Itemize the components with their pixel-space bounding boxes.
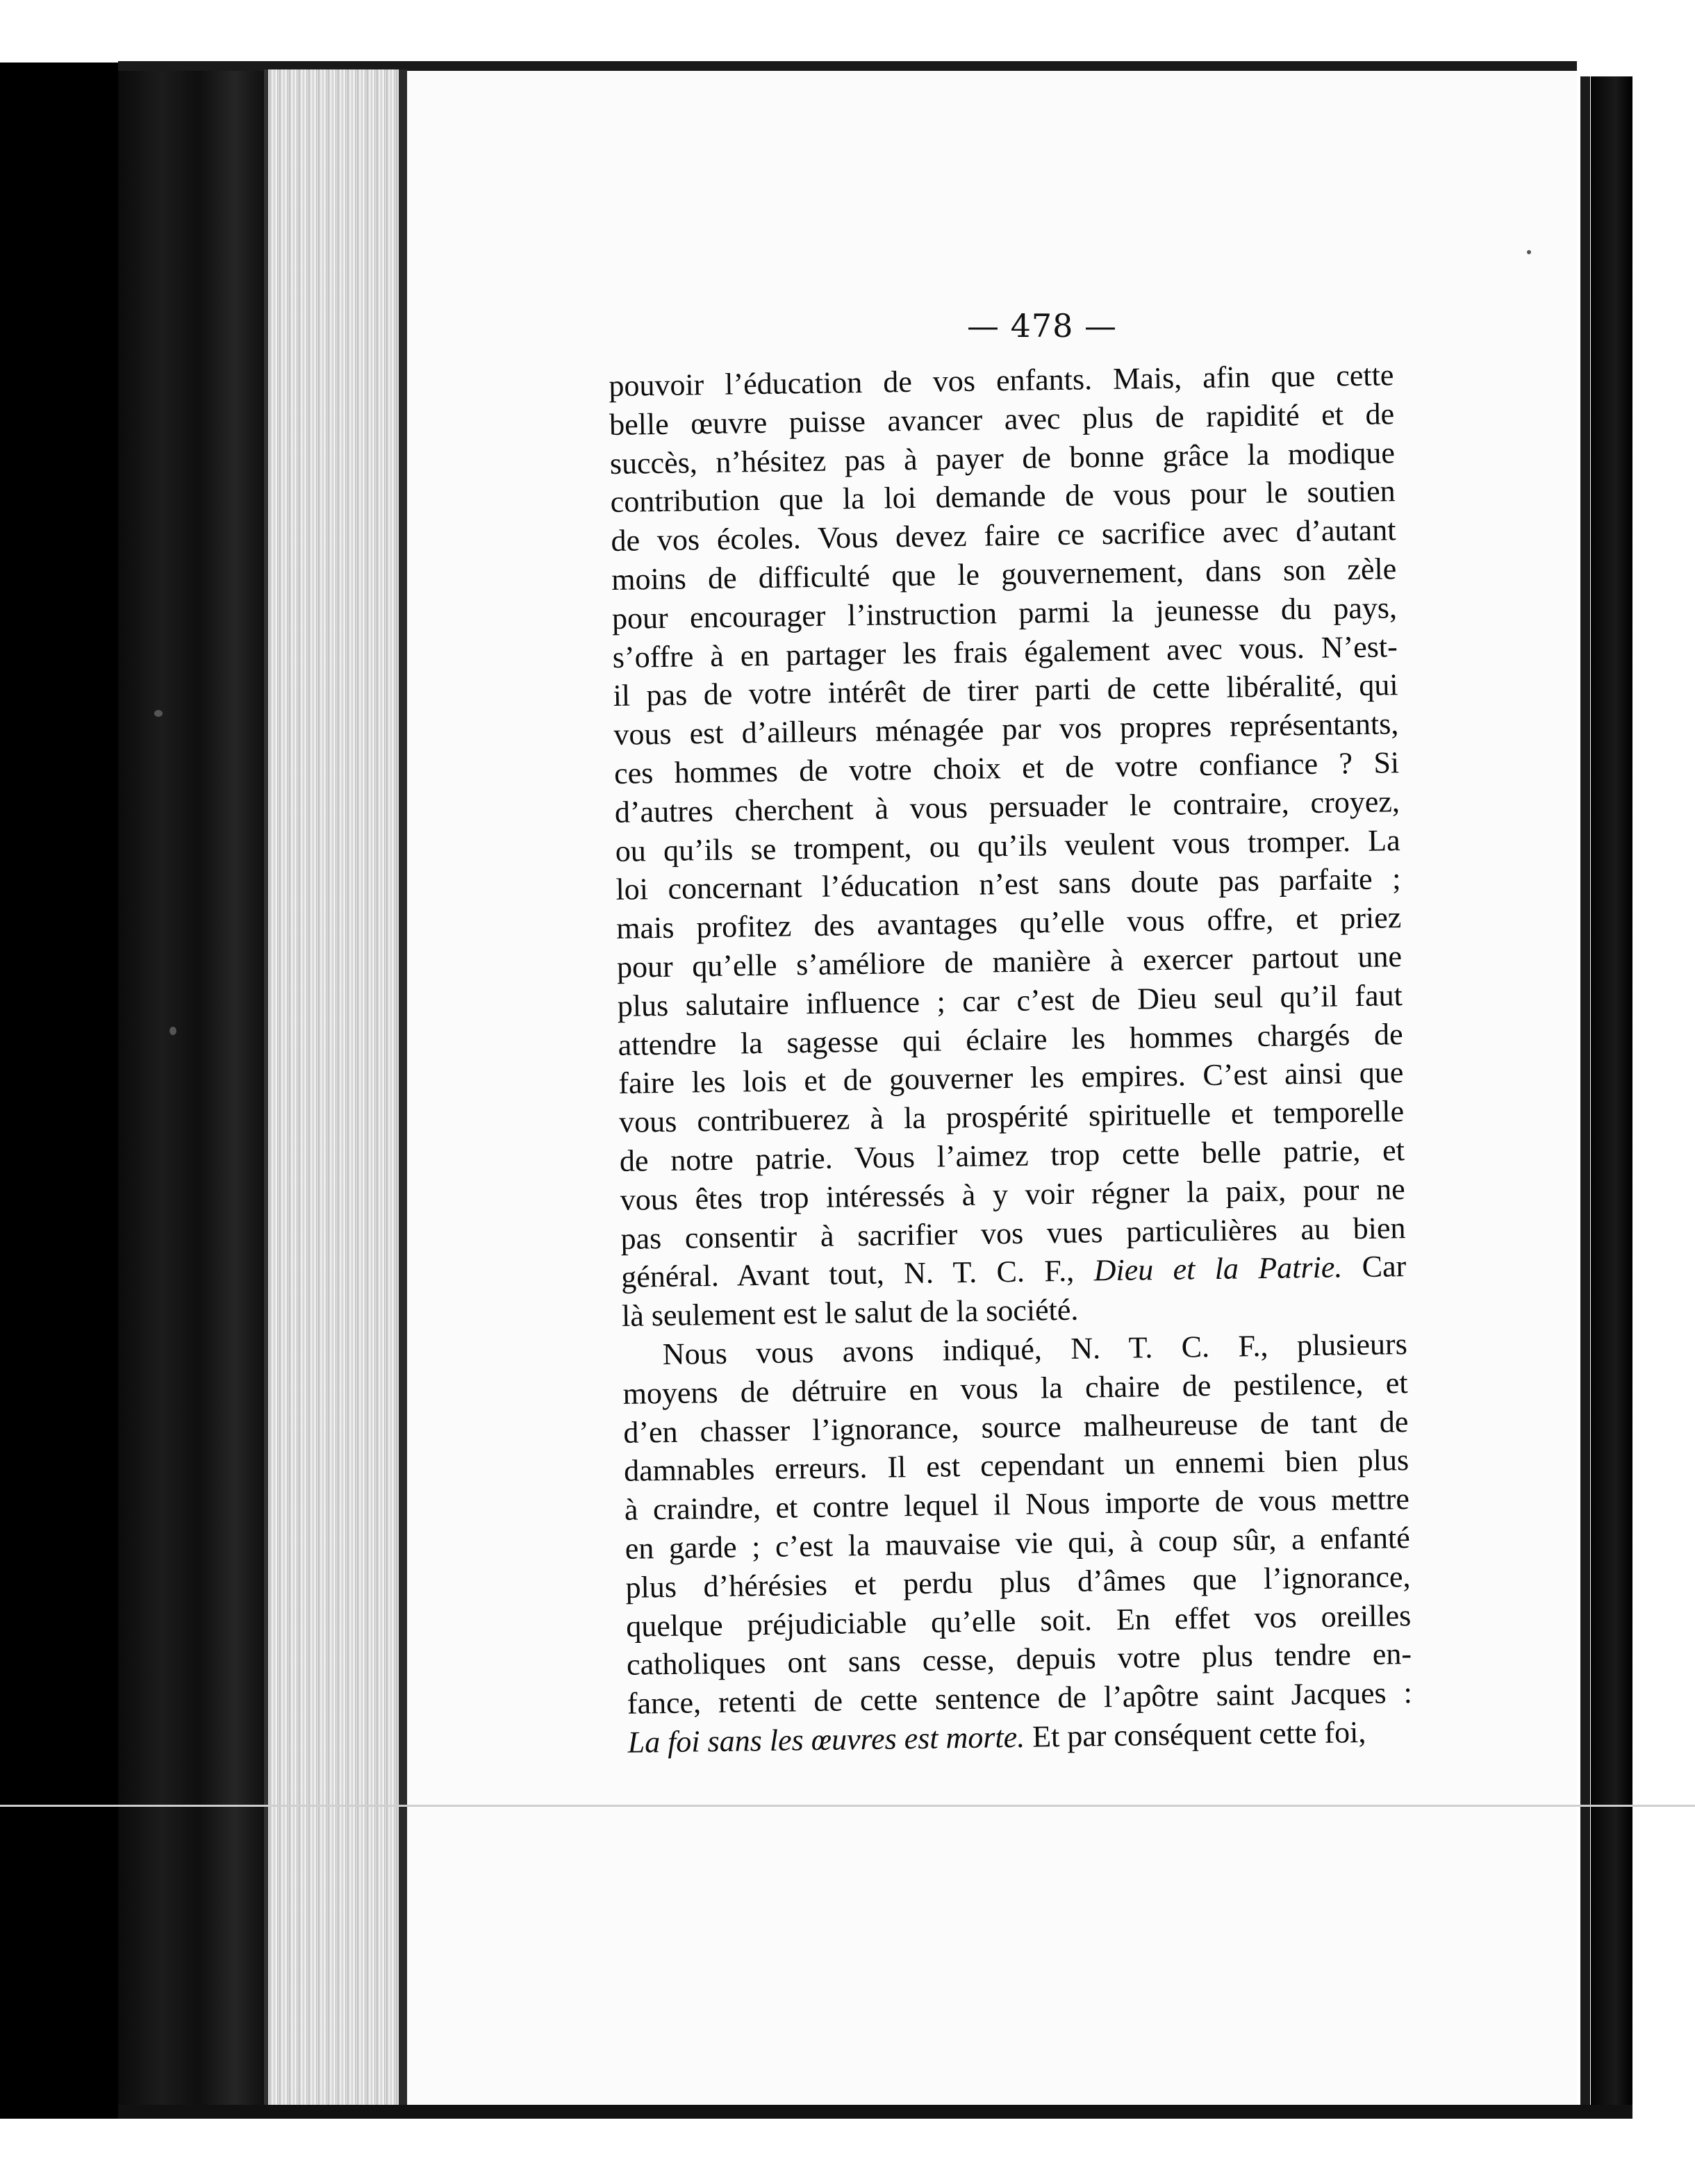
text-segment: de vos écoles. Vous devez faire ce sacrifice avec d’autant	[611, 513, 1396, 559]
text-segment: pour encourager l’instruction parmi la jeunesse du pays,	[611, 590, 1398, 636]
text-segment: ces hommes de votre choix et de votre confiance ? Si	[613, 745, 1400, 791]
text-segment: d’en chasser l’ignorance, source malheureuse de tant de	[623, 1404, 1409, 1450]
text-segment: contribution que la loi demande de vous pour le soutien	[610, 474, 1396, 520]
text-segment: mais profitez des avantages qu’elle vous offre, et priez	[615, 900, 1402, 946]
page-number: — 478 —	[966, 307, 1118, 345]
text-segment: là seulement est le salut de la société.	[621, 1292, 1079, 1333]
text-segment: en garde ; c’est la mauvaise vie qui, à coup sûr, a enfanté	[625, 1520, 1410, 1566]
body-text	[609, 356, 1413, 1762]
text-segment: damnables erreurs. Il est cependant un ennemi bien plus	[623, 1443, 1409, 1489]
text-segment: moyens de détruire en vous la chaire de pestilence, et	[622, 1365, 1408, 1411]
text-segment: de notre patrie. Vous l’aimez trop cette belle patrie, et	[619, 1133, 1405, 1178]
book-cover-shadow	[0, 63, 122, 2119]
text-segment: ou qu’ils se trompent, ou qu’ils veulent vous tromper. La	[615, 822, 1400, 868]
text-segment: plus salutaire influence ; car c’est de Dieu seul qu’il faut	[617, 977, 1403, 1023]
text-segment: pour qu’elle s’améliore de manière à exercer partout une	[616, 939, 1403, 984]
text-segment: loi concernant l’éducation n’est sans doute pas parfaite ;	[615, 861, 1401, 907]
frame-bottom-edge	[118, 2105, 1632, 2119]
text-segment: vous contribuerez à la prospérité spirituelle et temporelle	[618, 1094, 1405, 1140]
text-segment: s’offre à en partager les frais également avec vous. N’est-	[612, 629, 1398, 675]
dust-speck	[170, 1027, 176, 1035]
text-segment: succès, n’hésitez pas à payer de bonne grâce la modique	[609, 435, 1396, 481]
text-segment: il pas de votre intérêt de tirer parti de cette libéralité, qui	[613, 668, 1398, 713]
text-segment: quelque préjudiciable qu’elle soit. En effet vos oreilles	[625, 1598, 1412, 1644]
text-segment: fance, retenti de cette sentence de l’apôtre saint Jacques :	[627, 1676, 1413, 1721]
text-segment: à craindre, et contre lequel il Nous importe de vous mettre	[624, 1482, 1410, 1527]
dust-speck	[1527, 250, 1531, 254]
italic-text: Dieu et la Patrie.	[1093, 1250, 1343, 1288]
text-segment: moins de difficulté que le gouvernement, dans son zèle	[611, 552, 1397, 597]
text-segment: catholiques ont sans cesse, depuis votre plus tendre en-	[626, 1637, 1412, 1682]
italic-text: La foi sans les œuvres est morte.	[627, 1719, 1025, 1760]
text-segment: vous êtes trop intéressés à y voir régner la paix, pour ne	[620, 1171, 1405, 1217]
text-segment: vous est d’ailleurs ménagée par vos propres représentants,	[613, 706, 1399, 752]
text-segment: plus d’hérésies et perdu plus d’âmes que l’ignorance,	[625, 1559, 1411, 1605]
page-edges-stack	[264, 69, 407, 2105]
text-segment: faire les lois et de gouverner les empires. C’est ainsi que	[618, 1055, 1404, 1101]
text-segment: d’autres cherchent à vous persuader le contraire, croyez,	[614, 784, 1400, 829]
text-segment: Nous vous avons indiqué, N. T. C. F., plusieurs	[662, 1327, 1408, 1371]
text-segment: attendre la sagesse qui éclaire les hommes chargés de	[618, 1016, 1403, 1062]
text-segment: pas consentir à sacrifier vos vues particulières au bien	[620, 1210, 1406, 1256]
text-segment: Et par conséquent cette foi,	[1024, 1714, 1366, 1754]
scanner-line-artifact	[0, 1805, 1695, 1807]
text-segment: Car	[1341, 1249, 1407, 1284]
dust-speck	[154, 710, 163, 717]
text-segment: général. Avant tout, N. T. C. F.,	[620, 1253, 1094, 1295]
text-segment: belle œuvre puisse avancer avec plus de rapidité et de	[609, 397, 1395, 442]
text-segment: pouvoir l’éducation de vos enfants. Mais, afin que cette	[609, 358, 1394, 403]
